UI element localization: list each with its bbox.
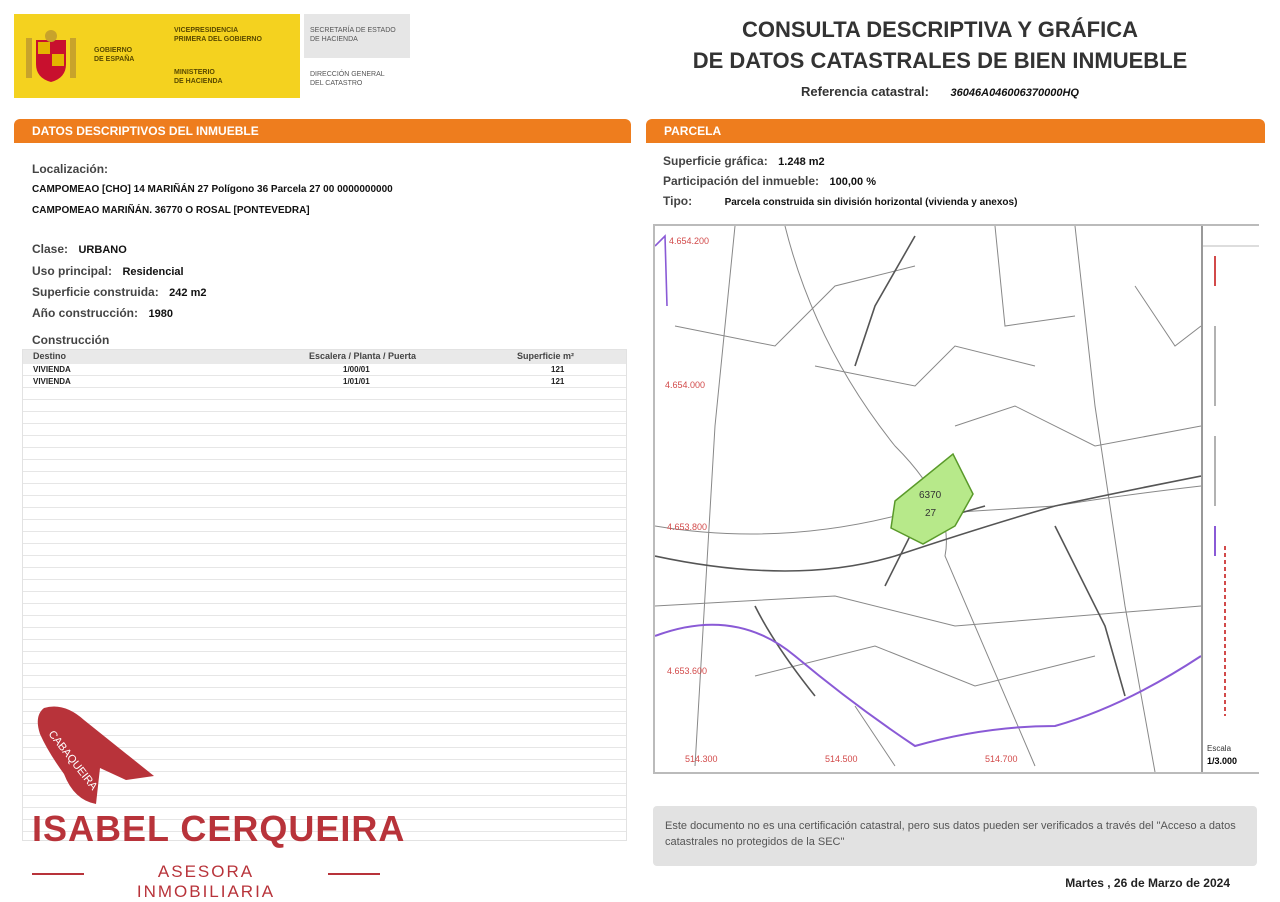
header-escalera: Escalera / Planta / Puerta [309, 351, 417, 361]
gov-line-2: DE ESPAÑA [94, 56, 135, 63]
header-destino: Destino [33, 351, 67, 361]
location-line-2: CAMPOMEAO MARIÑÁN. 36770 O ROSAL [PONTEVEDRA] [32, 205, 310, 216]
secretary-text [310, 26, 396, 44]
row-destino: VIVIENDA [33, 365, 71, 374]
ministry-bottom [174, 68, 223, 86]
class-row [32, 240, 127, 258]
ribbon-text: CABAQUEIRA [45, 728, 100, 793]
secretary-line-1: SECRETARÍA DE ESTADO [310, 27, 396, 34]
government-logo [14, 14, 410, 98]
year-value: 1980 [148, 308, 173, 320]
construction-label: Construcción [32, 333, 110, 347]
coord-x-label-2: 514.500 [825, 754, 858, 764]
row-escalera: 1/00/01 [343, 365, 370, 374]
secretary-line-2: DE HACIENDA [310, 36, 358, 43]
table-row [23, 364, 626, 376]
parcel-ref-label: 6370 [919, 490, 942, 501]
ministry-line-1: VICEPRESIDENCIA [174, 27, 239, 34]
legend-graphics [1203, 226, 1259, 726]
row-superficie: 121 [551, 377, 565, 386]
type-row [663, 192, 1017, 210]
location-label: Localización: [32, 162, 109, 176]
direction-text [310, 70, 385, 88]
class-value: URBANO [78, 244, 127, 256]
coord-label-low: 4.653.800 [667, 522, 708, 532]
coord-label-bottom: 4.653.600 [667, 666, 708, 676]
map-canvas [655, 226, 1201, 772]
scale-label: Escala [1207, 744, 1232, 753]
graphic-area-row [663, 152, 825, 170]
coord-label-top: 4.654.200 [669, 236, 710, 246]
row-destino: VIVIENDA [33, 377, 71, 386]
table-row [23, 376, 626, 388]
use-value: Residencial [122, 266, 184, 278]
year-row [32, 304, 173, 322]
table-header [23, 350, 626, 364]
reference-label: Referencia catastral: [801, 84, 929, 99]
coord-x-label-3: 514.700 [985, 754, 1018, 764]
title-line-1: CONSULTA DESCRIPTIVA Y GRÁFICA [741, 17, 1139, 42]
location-line-1: CAMPOMEAO [CHO] 14 MARIÑÁN 27 Polígono 36 Parcela 27 00 0000000000 [32, 184, 393, 195]
direction-line-2: DEL CATASTRO [310, 80, 363, 87]
row-superficie: 121 [551, 365, 565, 374]
cadastral-reference [640, 84, 1240, 99]
title-line-2: DE DATOS CATASTRALES DE BIEN INMUEBLE [692, 48, 1188, 73]
gov-name [94, 46, 134, 64]
cadastral-map[interactable] [653, 224, 1259, 774]
parcel-section-bar: PARCELA [646, 119, 1265, 143]
use-row [32, 262, 184, 280]
year-label: Año construcción: [32, 306, 139, 320]
reference-value: 36046A046006370000HQ [950, 87, 1079, 99]
type-label: Tipo: [663, 194, 693, 208]
type-value: Parcela construida sin división horizontal (vivienda y anexos) [724, 197, 1018, 208]
parcel-number-label: 27 [925, 508, 937, 519]
map-legend [1201, 226, 1259, 772]
document-title [640, 14, 1240, 76]
row-escalera: 1/01/01 [343, 377, 370, 386]
participation-value: 100,00 % [829, 176, 876, 188]
gov-line-1: GOBIERNO [94, 47, 133, 54]
coord-x-label-1: 514.300 [685, 754, 718, 764]
subtitle-rule-left [32, 873, 84, 875]
brand-name: ISABEL CERQUEIRA [32, 808, 406, 849]
coord-label-mid: 4.654.000 [665, 380, 706, 390]
scale-value: 1/3.000 [1207, 756, 1238, 766]
use-label: Uso principal: [32, 264, 113, 278]
participation-row [663, 172, 876, 190]
descriptive-section-bar: DATOS DESCRIPTIVOS DEL INMUEBLE [14, 119, 631, 143]
subtitle-rule-right [328, 873, 380, 875]
built-area-row [32, 283, 206, 301]
built-area-value: 242 m2 [169, 287, 207, 299]
ministry-line-4: DE HACIENDA [174, 78, 223, 85]
subtitle-text: ASESORA INMOBILIARIA [136, 862, 276, 901]
header-superficie: Superficie m² [517, 351, 575, 361]
ministry-top [174, 26, 262, 44]
ministry-line-2: PRIMERA DEL GOBIERNO [174, 36, 262, 43]
built-area-label: Superficie construida: [32, 285, 159, 299]
disclaimer-note: Este documento no es una certificación catastral, pero sus datos pueden ser verificados a través del "Acceso a datos catastrales no protegidos de la SEC" [653, 806, 1257, 866]
graphic-area-value: 1.248 m2 [778, 156, 825, 168]
brand-ribbon-logo [34, 704, 158, 808]
class-label: Clase: [32, 242, 69, 256]
coat-of-arms-icon [24, 28, 78, 86]
direction-line-1: DIRECCIÓN GENERAL [310, 71, 385, 78]
participation-label: Participación del inmueble: [663, 174, 820, 188]
ministry-line-3: MINISTERIO [174, 69, 215, 76]
graphic-area-label: Superficie gráfica: [663, 154, 768, 168]
document-date: Martes , 26 de Marzo de 2024 [1065, 876, 1230, 890]
brand-subtitle [32, 862, 380, 901]
